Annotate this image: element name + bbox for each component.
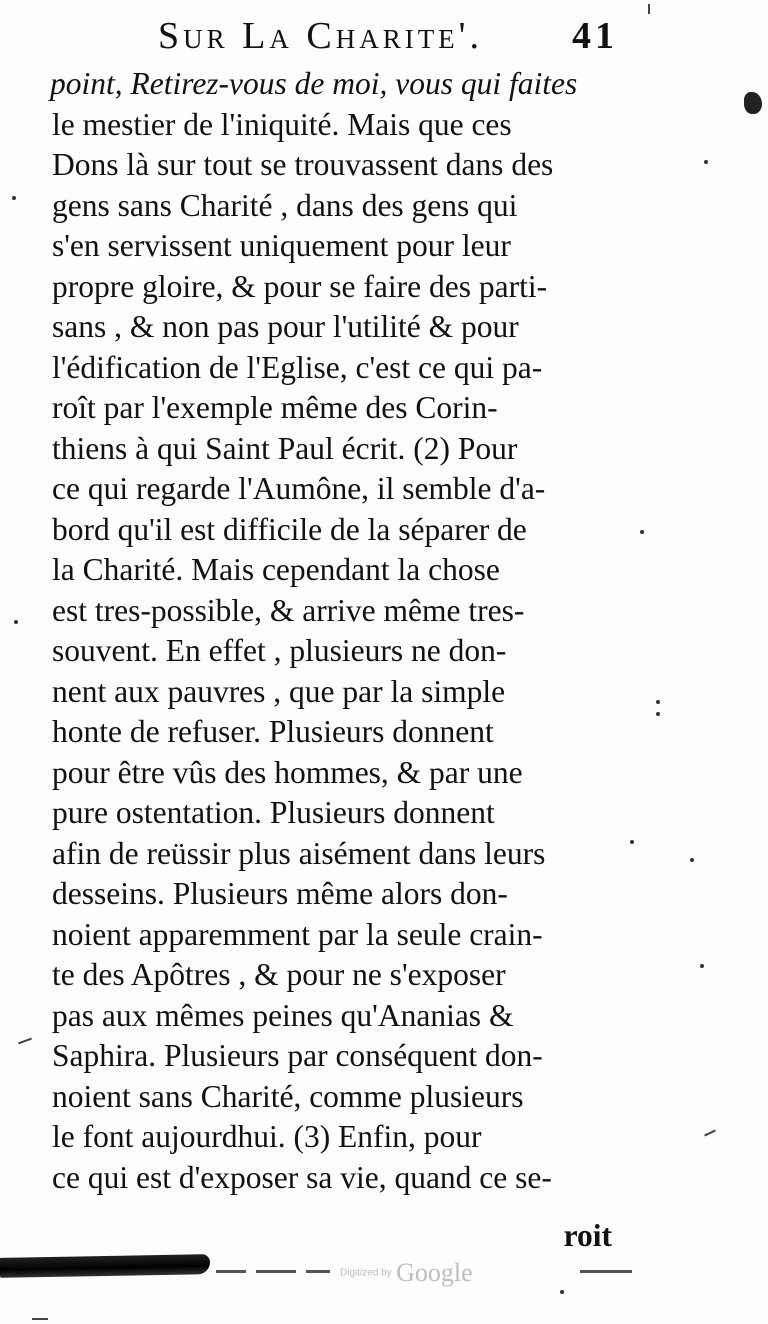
text-line: noient apparemment par la seule crain- [52, 916, 543, 952]
text-line: l'édification de l'Eglise, c'est ce qui pa- [52, 349, 543, 385]
running-head [158, 14, 618, 60]
text-line: le mestier de l'iniquité. Mais que ces [52, 106, 512, 142]
text-line: est tres-possible, & arrive même tres- [52, 592, 525, 628]
text-line: point, Retirez-vous de moi, vous qui faites [50, 66, 578, 101]
text-line: noient sans Charité, comme plusieurs [52, 1078, 524, 1114]
scan-speck [560, 1290, 564, 1294]
scan-mark [18, 1038, 32, 1045]
scan-mark [32, 1318, 48, 1320]
text-line: desseins. Plusieurs même alors don- [52, 876, 508, 911]
watermark-brand: Google [396, 1258, 473, 1287]
scan-mark [216, 1270, 246, 1273]
text-line: ce qui regarde l'Aumône, il semble d'a- [52, 471, 546, 506]
text-line: nent aux pauvres , que par la simple [52, 673, 506, 709]
scan-speck [700, 964, 704, 968]
scan-speck [704, 160, 708, 164]
scan-mark [580, 1270, 632, 1273]
text-line: la Charité. Mais cependant la chose [52, 552, 500, 587]
ink-blot [744, 92, 762, 114]
text-line: te des Apôtres , & pour ne s'exposer [52, 957, 506, 992]
digitization-watermark [340, 1258, 473, 1288]
scan-speck [630, 840, 634, 844]
scan-mark [648, 4, 650, 14]
text-line: s'en servissent uniquement pour leur [52, 228, 511, 263]
text-line: thiens à qui Saint Paul écrit. (2) Pour [52, 430, 518, 466]
scan-speck [12, 196, 16, 200]
text-line: bord qu'il est difficile de la séparer de [52, 511, 527, 547]
text-line: Dons là sur tout se trouvassent dans des [52, 147, 554, 182]
text-line: gens sans Charité , dans des gens qui [52, 187, 518, 223]
text-line: pour être vûs des hommes, & par une [52, 754, 523, 790]
text-line: propre gloire, & pour se faire des parti- [52, 268, 548, 304]
text-line: sans , & non pas pour l'utilité & pour [52, 309, 519, 344]
scan-mark [704, 1130, 716, 1137]
text-line: afin de reüssir plus aisément dans leurs [52, 835, 546, 871]
scan-speck [656, 712, 660, 716]
text-line: ce qui est d'exposer sa vie, quand ce se- [52, 1159, 552, 1195]
text-line: pure ostentation. Plusieurs donnent [52, 795, 495, 830]
text-line: le font aujourdhui. (3) Enfin, pour [52, 1119, 482, 1154]
text-line: roît par l'exemple même des Corin- [52, 390, 498, 425]
scan-speck [14, 620, 18, 624]
scan-speck [690, 858, 694, 862]
text-line: souvent. En effet , plusieurs ne don- [52, 633, 507, 668]
scan-speck [656, 700, 660, 704]
scan-mark [256, 1270, 296, 1273]
text-line: Saphira. Plusieurs par conséquent don- [52, 1038, 543, 1073]
ink-smear [0, 1254, 210, 1278]
text-line: pas aux mêmes peines qu'Ananias & [52, 997, 514, 1033]
page-number: 41 [572, 15, 618, 57]
catchword: roit [563, 1218, 612, 1253]
text-line: honte de refuser. Plusieurs donnent [52, 714, 494, 749]
watermark-prefix: Digitized by [340, 1267, 392, 1279]
body-text [44, 64, 624, 1198]
running-title: Sur La Charite'. [158, 15, 484, 57]
scan-mark [306, 1270, 330, 1273]
scan-speck [640, 530, 644, 534]
